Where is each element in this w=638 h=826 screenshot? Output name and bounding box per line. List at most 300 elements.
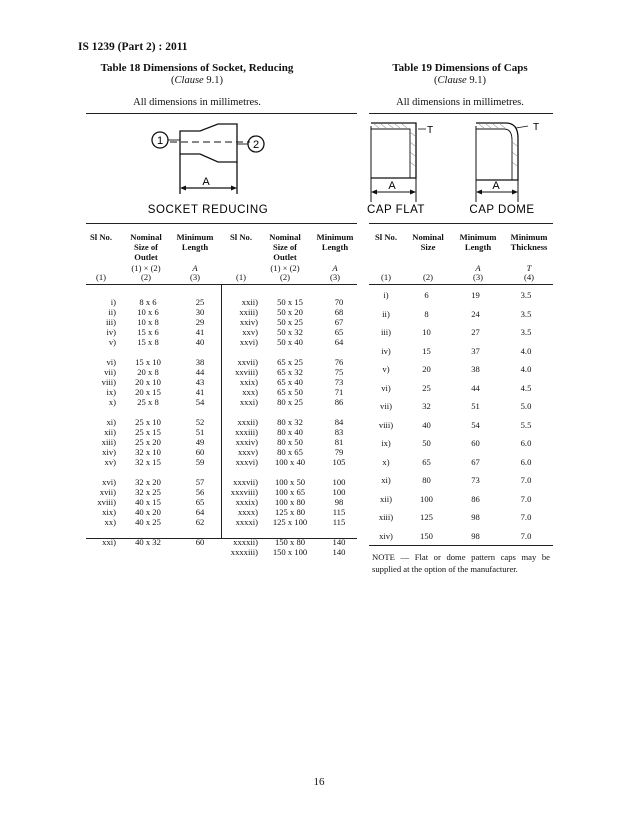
table-row	[222, 417, 362, 427]
row-size: 32 x 15	[135, 457, 161, 467]
cap-dome-t-label: T	[532, 122, 540, 133]
row-thickness: 6.0	[520, 438, 532, 449]
table18-header-top-rule	[86, 223, 357, 224]
row-size: 20 x 8	[137, 367, 159, 377]
row-length: 86	[471, 493, 480, 504]
row-size: 20 x 15	[135, 387, 161, 397]
table-row	[86, 507, 226, 517]
row-sl: x)	[108, 397, 116, 407]
row-sl: ii)	[108, 307, 116, 317]
row-sl: xxxiii)	[235, 427, 258, 437]
row-size: 25 x 8	[137, 397, 159, 407]
table-row	[369, 379, 551, 398]
row-sl: v)	[108, 337, 116, 347]
row-sl: i)	[110, 297, 116, 307]
row-size: 65 x 25	[277, 357, 303, 367]
row-sl: xii)	[104, 427, 116, 437]
table-row	[222, 317, 362, 327]
table-row	[369, 342, 551, 361]
row-size: 8	[424, 308, 429, 319]
row-length: 105	[332, 457, 346, 467]
row-size: 10 x 8	[137, 317, 159, 327]
t18r-num-1: (1)	[235, 272, 247, 282]
row-length: 70	[334, 297, 344, 307]
t18r-col-size: Nominal Size of Outlet (1) × (2)	[269, 232, 301, 273]
row-length: 98	[334, 497, 344, 507]
row-size: 100 x 65	[274, 487, 306, 497]
table-row	[86, 427, 226, 437]
t19-num-1: (1)	[380, 272, 392, 282]
row-length: 56	[195, 487, 205, 497]
row-length: 64	[334, 337, 344, 347]
row-sl: iv)	[381, 345, 391, 356]
row-sl: xxxx)	[237, 507, 258, 517]
row-length: 62	[195, 517, 205, 527]
row-length: 68	[334, 307, 344, 317]
table-row	[369, 471, 551, 490]
row-size: 65 x 40	[277, 377, 303, 387]
row-size: 10 x 6	[137, 307, 159, 317]
row-thickness: 5.5	[520, 419, 532, 430]
row-sl: xxxvii)	[233, 477, 258, 487]
t19-col-size: Nominal Size	[412, 232, 444, 253]
row-size: 50 x 15	[277, 297, 303, 307]
row-length: 81	[334, 437, 344, 447]
row-size: 100 x 50	[274, 477, 306, 487]
t18-num-1: (1)	[95, 272, 107, 282]
table19-top-rule	[369, 113, 553, 114]
row-thickness: 4.0	[520, 364, 532, 375]
row-length: 44	[195, 367, 205, 377]
table19-body	[369, 286, 551, 545]
row-length: 75	[334, 367, 344, 377]
row-size: 20	[422, 364, 431, 375]
row-length: 115	[332, 517, 346, 527]
row-size: 40 x 25	[135, 517, 161, 527]
table-row	[369, 323, 551, 342]
row-sl: xxxxiii)	[230, 547, 258, 557]
row-size: 40 x 15	[135, 497, 161, 507]
row-sl: xxx)	[242, 387, 258, 397]
row-length: 73	[471, 475, 480, 486]
row-length: 52	[195, 417, 205, 427]
row-thickness: 4.0	[520, 345, 532, 356]
table19-header-top-rule	[369, 223, 553, 224]
row-size: 80 x 32	[277, 417, 303, 427]
row-size: 32 x 10	[135, 447, 161, 457]
row-length: 67	[471, 456, 480, 467]
row-length: 98	[471, 530, 480, 541]
row-length: 54	[195, 397, 205, 407]
cap-flat-caption: CAP FLAT	[367, 204, 425, 216]
row-sl: vi)	[106, 357, 116, 367]
row-sl: vii)	[104, 367, 116, 377]
socket-outline	[180, 124, 237, 162]
row-size: 65	[422, 456, 431, 467]
row-thickness: 7.0	[520, 493, 532, 504]
row-sl: xxvii)	[237, 357, 258, 367]
row-sl: xxxv)	[237, 447, 258, 457]
row-length: 30	[195, 307, 205, 317]
row-sl: xxi)	[102, 537, 116, 547]
table-row	[86, 377, 226, 387]
row-size: 50 x 40	[277, 337, 303, 347]
table18-clause: (Clause 9.1)	[171, 75, 223, 86]
row-sl: x)	[382, 456, 390, 467]
cap-flat-inner	[371, 129, 410, 178]
table-row	[222, 437, 362, 447]
row-size: 10	[422, 327, 431, 338]
group-spacer	[222, 407, 362, 417]
table-row	[86, 417, 226, 427]
row-sl: xxxii)	[237, 417, 258, 427]
label-2: 2	[252, 139, 260, 151]
row-length: 29	[195, 317, 205, 327]
cap-flat-outline	[371, 123, 416, 178]
table-row	[369, 508, 551, 527]
row-size: 65 x 50	[277, 387, 303, 397]
row-size: 125 x 80	[274, 507, 306, 517]
row-length: 65	[195, 497, 205, 507]
row-sl: xiii)	[101, 437, 116, 447]
row-sl: xii)	[380, 493, 392, 504]
group-spacer	[222, 527, 362, 537]
t18r-num-3: (3)	[329, 272, 341, 282]
table-row	[222, 507, 362, 517]
row-size: 40 x 32	[135, 537, 161, 547]
row-size: 65 x 32	[277, 367, 303, 377]
row-sl: ix)	[381, 438, 391, 449]
row-sl: i)	[383, 290, 389, 301]
row-length: 71	[334, 387, 344, 397]
table-row	[369, 360, 551, 379]
row-length: 60	[195, 447, 205, 457]
table18-bottom-rule	[86, 538, 357, 539]
row-length: 40	[195, 337, 205, 347]
group-spacer	[222, 467, 362, 477]
table-row	[222, 377, 362, 387]
row-size: 50 x 20	[277, 307, 303, 317]
row-size: 50	[422, 438, 431, 449]
t18-num-2: (2)	[140, 272, 152, 282]
row-sl: xx)	[104, 517, 116, 527]
row-size: 32	[422, 401, 431, 412]
table19-dim-note: All dimensions in millimetres.	[396, 97, 524, 108]
cap-flat-a-label: A	[388, 180, 396, 192]
row-sl: xix)	[102, 507, 116, 517]
table-row	[369, 397, 551, 416]
row-sl: xxxi)	[239, 397, 258, 407]
row-length: 54	[471, 419, 480, 430]
row-sl: xiv)	[379, 530, 393, 541]
cap-flat-t-label: T	[426, 125, 434, 136]
table-row	[86, 517, 226, 527]
row-length: 60	[195, 537, 205, 547]
row-size: 150 x 80	[274, 537, 306, 547]
cap-dome-a-label: A	[492, 180, 500, 192]
row-length: 140	[332, 537, 346, 547]
row-length: 59	[195, 457, 205, 467]
table-row	[222, 397, 362, 407]
row-size: 32 x 20	[135, 477, 161, 487]
row-size: 100 x 40	[274, 457, 306, 467]
table-row	[369, 286, 551, 305]
row-sl: xxxxi)	[235, 517, 258, 527]
row-size: 100 x 80	[274, 497, 306, 507]
row-thickness: 7.0	[520, 530, 532, 541]
table-row	[222, 477, 362, 487]
table-row	[222, 497, 362, 507]
row-length: 115	[332, 507, 346, 517]
table-row	[222, 337, 362, 347]
table18-dim-note: All dimensions in millimetres.	[133, 97, 261, 108]
row-thickness: 7.0	[520, 475, 532, 486]
row-thickness: 5.0	[520, 401, 532, 412]
table-row	[222, 487, 362, 497]
table-row	[86, 317, 226, 327]
row-sl: xi)	[381, 475, 391, 486]
page-header: IS 1239 (Part 2) : 2011	[78, 41, 188, 53]
row-size: 80 x 50	[277, 437, 303, 447]
page-number: 16	[313, 776, 325, 788]
row-size: 150 x 100	[272, 547, 308, 557]
row-length: 44	[471, 382, 480, 393]
table-row	[86, 307, 226, 317]
t19-num-2: (2)	[422, 272, 434, 282]
table-row	[369, 416, 551, 435]
row-sl: v)	[382, 364, 390, 375]
row-sl: xxii)	[241, 297, 258, 307]
row-size: 8 x 6	[139, 297, 157, 307]
row-sl: xvii)	[99, 487, 116, 497]
row-thickness: 7.0	[520, 512, 532, 523]
table19-clause: (Clause 9.1)	[434, 75, 486, 86]
table-row	[86, 477, 226, 487]
table18-top-rule	[86, 113, 357, 114]
row-sl: vi)	[381, 382, 391, 393]
row-length: 38	[195, 357, 205, 367]
t18r-num-2: (2)	[279, 272, 291, 282]
table-row	[222, 307, 362, 317]
row-size: 80 x 65	[277, 447, 303, 457]
row-sl: xiii)	[378, 512, 394, 523]
row-thickness: 6.0	[520, 456, 532, 467]
row-length: 19	[471, 290, 480, 301]
row-sl: xxvi)	[239, 337, 258, 347]
row-size: 40 x 20	[135, 507, 161, 517]
label-a: A	[202, 176, 210, 188]
row-length: 38	[471, 364, 480, 375]
table-row	[86, 367, 226, 377]
row-sl: xxxvi)	[235, 457, 258, 467]
row-sl: xxxviii)	[230, 487, 258, 497]
row-length: 41	[195, 387, 205, 397]
table-row	[86, 447, 226, 457]
table-row	[222, 457, 362, 467]
table-row	[86, 497, 226, 507]
row-size: 15 x 10	[135, 357, 161, 367]
row-length: 100	[332, 487, 346, 497]
cap-dome-inner	[476, 129, 512, 180]
group-spacer	[86, 407, 226, 417]
table-row	[86, 387, 226, 397]
table-row	[86, 457, 226, 467]
cap-dome-caption: CAP DOME	[469, 204, 535, 216]
row-length: 83	[334, 427, 344, 437]
label-1: 1	[156, 135, 164, 147]
t18-num-3: (3)	[189, 272, 201, 282]
socket-reducing-figure	[140, 116, 300, 218]
group-spacer	[86, 467, 226, 477]
row-sl: xxxiv)	[235, 437, 258, 447]
row-size: 125 x 100	[272, 517, 308, 527]
row-sl: iii)	[105, 317, 116, 327]
row-length: 51	[195, 427, 205, 437]
table19-note: NOTE — Flat or dome pattern caps may be supplied at the option of the manufacturer.	[372, 552, 550, 574]
row-length: 140	[332, 547, 346, 557]
row-size: 50 x 32	[277, 327, 303, 337]
row-length: 24	[471, 308, 480, 319]
table-row	[369, 527, 551, 546]
row-sl: xi)	[106, 417, 116, 427]
cap-dome-t-leader	[516, 126, 528, 128]
table-row	[222, 517, 362, 527]
table-row	[222, 387, 362, 397]
table-row	[369, 434, 551, 453]
row-length: 65	[334, 327, 344, 337]
row-sl: xviii)	[97, 497, 116, 507]
socket-caption: SOCKET REDUCING	[147, 204, 269, 216]
group-spacer	[222, 347, 362, 357]
t18-col-sl: Sl No.	[90, 232, 112, 242]
t18r-col-sl: Sl No.	[230, 232, 252, 242]
table-row	[369, 490, 551, 509]
row-length: 51	[471, 401, 480, 412]
row-size: 6	[424, 290, 429, 301]
row-size: 40	[422, 419, 431, 430]
table19-bottom-rule	[369, 545, 553, 546]
row-length: 64	[195, 507, 205, 517]
row-length: 37	[471, 345, 480, 356]
row-length: 25	[195, 297, 205, 307]
t19-num-4: (4)	[523, 272, 535, 282]
row-size: 15 x 6	[137, 327, 159, 337]
row-length: 43	[195, 377, 205, 387]
row-length: 79	[334, 447, 344, 457]
row-length: 98	[471, 512, 480, 523]
row-size: 25 x 15	[135, 427, 161, 437]
row-length: 73	[334, 377, 344, 387]
row-sl: iv)	[106, 327, 116, 337]
table18-title: Table 18 Dimensions of Socket, Reducing	[100, 62, 294, 74]
table18-right-body	[222, 297, 362, 557]
row-sl: xxiv)	[239, 317, 258, 327]
row-size: 100	[420, 493, 433, 504]
row-size: 80	[422, 475, 431, 486]
row-sl: ix)	[106, 387, 116, 397]
row-size: 80 x 25	[277, 397, 303, 407]
table-row	[86, 397, 226, 407]
t19-num-3: (3)	[472, 272, 484, 282]
t18-col-size: Nominal Size of Outlet (1) × (2)	[130, 232, 162, 273]
table-row	[86, 357, 226, 367]
row-sl: xxxxii)	[233, 537, 258, 547]
row-size: 150	[420, 530, 433, 541]
row-size: 50 x 25	[277, 317, 303, 327]
row-sl: xxviii)	[235, 367, 258, 377]
t19-col-length: Minimum Length A	[459, 232, 497, 273]
table-row	[222, 327, 362, 337]
t18r-col-length: Minimum Length A	[316, 232, 354, 273]
row-thickness: 4.5	[520, 382, 532, 393]
row-sl: viii)	[101, 377, 116, 387]
row-sl: xv)	[104, 457, 116, 467]
t19-col-thickness: Minimum Thickness T	[510, 232, 548, 273]
row-thickness: 3.5	[520, 308, 532, 319]
table-row	[369, 453, 551, 472]
table-row	[222, 547, 362, 557]
row-sl: xxiii)	[239, 307, 258, 317]
row-thickness: 3.5	[520, 290, 532, 301]
row-length: 49	[195, 437, 205, 447]
table-row	[222, 447, 362, 457]
table-row	[86, 487, 226, 497]
row-sl: iii)	[380, 327, 392, 338]
row-sl: xxix)	[239, 377, 258, 387]
row-length: 67	[334, 317, 344, 327]
table-row	[222, 297, 362, 307]
row-sl: xvi)	[102, 477, 116, 487]
row-size: 25	[422, 382, 431, 393]
row-length: 27	[471, 327, 480, 338]
t18-col-length: Minimum Length A	[176, 232, 214, 273]
row-sl: viii)	[378, 419, 394, 430]
row-size: 15 x 8	[137, 337, 159, 347]
row-sl: vii)	[380, 401, 392, 412]
row-sl: xxxix)	[235, 497, 258, 507]
table-row	[86, 437, 226, 447]
row-size: 25 x 10	[135, 417, 161, 427]
row-sl: xiv)	[102, 447, 116, 457]
row-length: 100	[332, 477, 346, 487]
row-length: 84	[334, 417, 344, 427]
table-row	[222, 427, 362, 437]
cap-dome-figure	[466, 116, 556, 218]
table19-header-bottom-rule	[369, 284, 553, 285]
group-spacer	[86, 347, 226, 357]
table-row	[86, 327, 226, 337]
cap-flat-figure	[366, 116, 440, 218]
row-length: 86	[334, 397, 344, 407]
table-row	[86, 297, 226, 307]
row-length: 57	[195, 477, 205, 487]
t19-col-sl: Sl No.	[375, 232, 397, 242]
row-size: 20 x 10	[135, 377, 161, 387]
row-length: 76	[334, 357, 344, 367]
row-thickness: 3.5	[520, 327, 532, 338]
table-row	[86, 337, 226, 347]
row-size: 32 x 25	[135, 487, 161, 497]
group-spacer	[86, 527, 226, 537]
row-sl: ii)	[382, 308, 390, 319]
row-size: 25 x 20	[135, 437, 161, 447]
row-size: 15	[422, 345, 431, 356]
row-sl: xxv)	[242, 327, 258, 337]
table18-left-body	[86, 297, 226, 547]
table19-title: Table 19 Dimensions of Caps	[392, 62, 528, 74]
table-row	[222, 357, 362, 367]
table-row	[222, 367, 362, 377]
